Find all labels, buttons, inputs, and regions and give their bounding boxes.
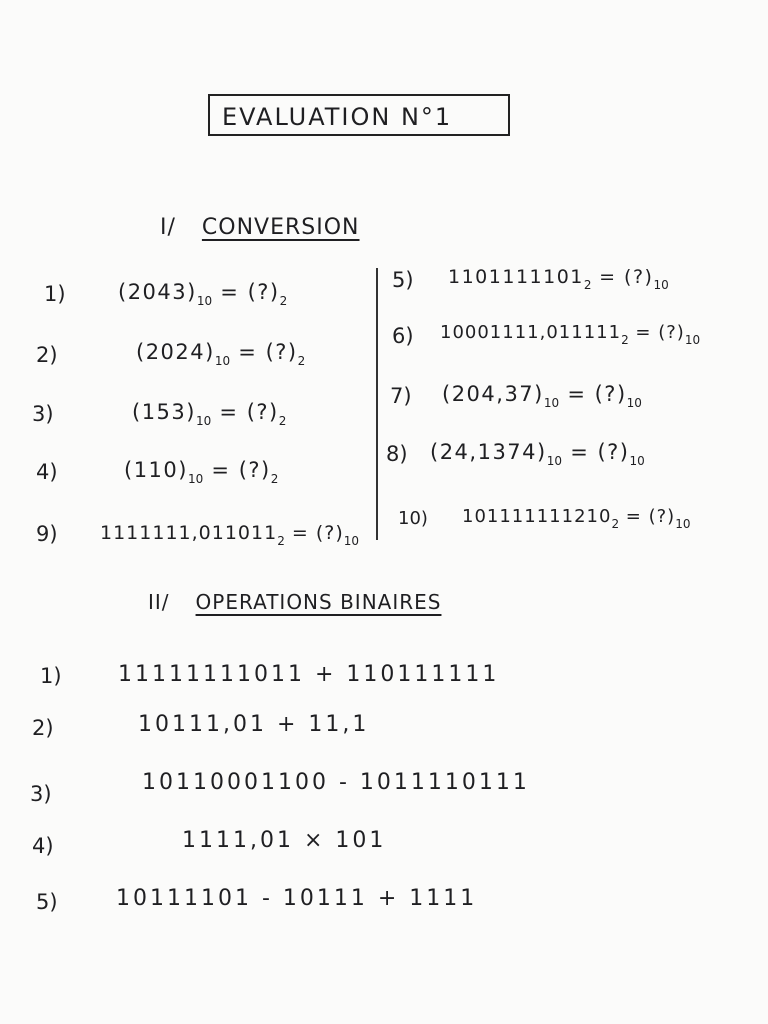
section-title: CONVERSION	[201, 215, 360, 240]
target-subscript: 2	[270, 472, 279, 486]
conversion-expression	[442, 382, 642, 410]
target-subscript: 10	[684, 333, 701, 347]
section-roman-numeral: II/	[148, 590, 170, 614]
base-value: (2024)	[136, 340, 215, 364]
target-subscript: 10	[626, 396, 642, 410]
conversion-expression	[440, 322, 700, 347]
target-subscript: 2	[279, 294, 288, 308]
target-subscript: 10	[675, 517, 691, 531]
item-number: 2)	[32, 716, 54, 740]
base-subscript: 10	[196, 294, 213, 308]
target-subscript: 2	[278, 414, 287, 428]
conversion-expression	[124, 458, 278, 486]
equals-unknown: = (?)	[562, 440, 630, 464]
base-value: 1101111101	[448, 266, 584, 288]
item-number: 3)	[32, 402, 54, 426]
equals-unknown: = (?)	[559, 382, 627, 406]
item-number: 10)	[398, 508, 428, 529]
binary-operation: 10110001100 - 1011110111	[142, 770, 530, 795]
item-number: 4)	[32, 834, 54, 858]
conversion-expression	[132, 400, 286, 428]
item-number: 3)	[30, 782, 52, 806]
item-number: 1)	[40, 664, 62, 688]
target-subscript: 10	[629, 454, 645, 468]
conversion-expression	[100, 522, 359, 548]
binary-operation: 11111111011 + 110111111	[118, 662, 500, 687]
base-subscript: 2	[611, 517, 620, 531]
base-subscript: 10	[543, 396, 560, 410]
base-value: 1111111,011011	[100, 522, 278, 544]
equals-unknown: = (?)	[591, 266, 654, 288]
base-value: 10001111,011111	[440, 322, 622, 343]
base-subscript: 10	[187, 472, 204, 486]
base-subscript: 2	[583, 278, 592, 292]
equals-unknown: = (?)	[212, 280, 280, 304]
column-divider	[376, 268, 378, 540]
conversion-expression	[118, 280, 287, 308]
conversion-expression	[136, 340, 305, 368]
conversion-expression	[430, 440, 645, 468]
page-title: EVALUATION N°1	[222, 103, 453, 131]
target-subscript: 10	[343, 534, 360, 548]
binary-operation: 10111,01 + 11,1	[138, 712, 370, 737]
section-roman-numeral: I/	[160, 215, 176, 240]
base-subscript: 10	[546, 454, 563, 468]
equals-unknown: = (?)	[619, 506, 676, 527]
item-number: 6)	[392, 324, 414, 348]
base-subscript: 10	[195, 414, 212, 428]
conversion-expression	[462, 506, 690, 531]
equals-unknown: = (?)	[211, 400, 279, 424]
conversion-expression	[448, 266, 669, 292]
section-operations-heading	[148, 590, 441, 614]
item-number: 2)	[36, 343, 58, 367]
equals-unknown: = (?)	[203, 458, 271, 482]
binary-operation: 10111101 - 10111 + 1111	[116, 886, 478, 911]
base-value: (204,37)	[442, 382, 544, 406]
item-number: 4)	[36, 460, 58, 484]
base-value: (153)	[132, 400, 196, 424]
base-value: (2043)	[118, 280, 197, 304]
item-number: 5)	[36, 890, 58, 914]
base-subscript: 10	[214, 354, 231, 368]
base-value: (110)	[124, 458, 188, 482]
item-number: 5)	[392, 268, 414, 292]
equals-unknown: = (?)	[230, 340, 298, 364]
item-number: 1)	[44, 282, 66, 306]
base-subscript: 2	[277, 534, 285, 548]
equals-unknown: = (?)	[284, 522, 344, 544]
section-conversion-heading	[160, 215, 360, 240]
base-value: 101111111210	[462, 506, 612, 527]
item-number: 9)	[36, 522, 58, 546]
item-number: 7)	[390, 384, 412, 408]
target-subscript: 10	[653, 278, 669, 292]
base-value: (24,1374)	[430, 440, 547, 464]
base-subscript: 2	[621, 333, 629, 347]
section-title: OPERATIONS BINAIRES	[195, 590, 442, 614]
equals-unknown: = (?)	[628, 322, 685, 343]
binary-operation: 1111,01 × 101	[182, 828, 387, 853]
target-subscript: 2	[297, 354, 306, 368]
item-number: 8)	[386, 442, 408, 466]
